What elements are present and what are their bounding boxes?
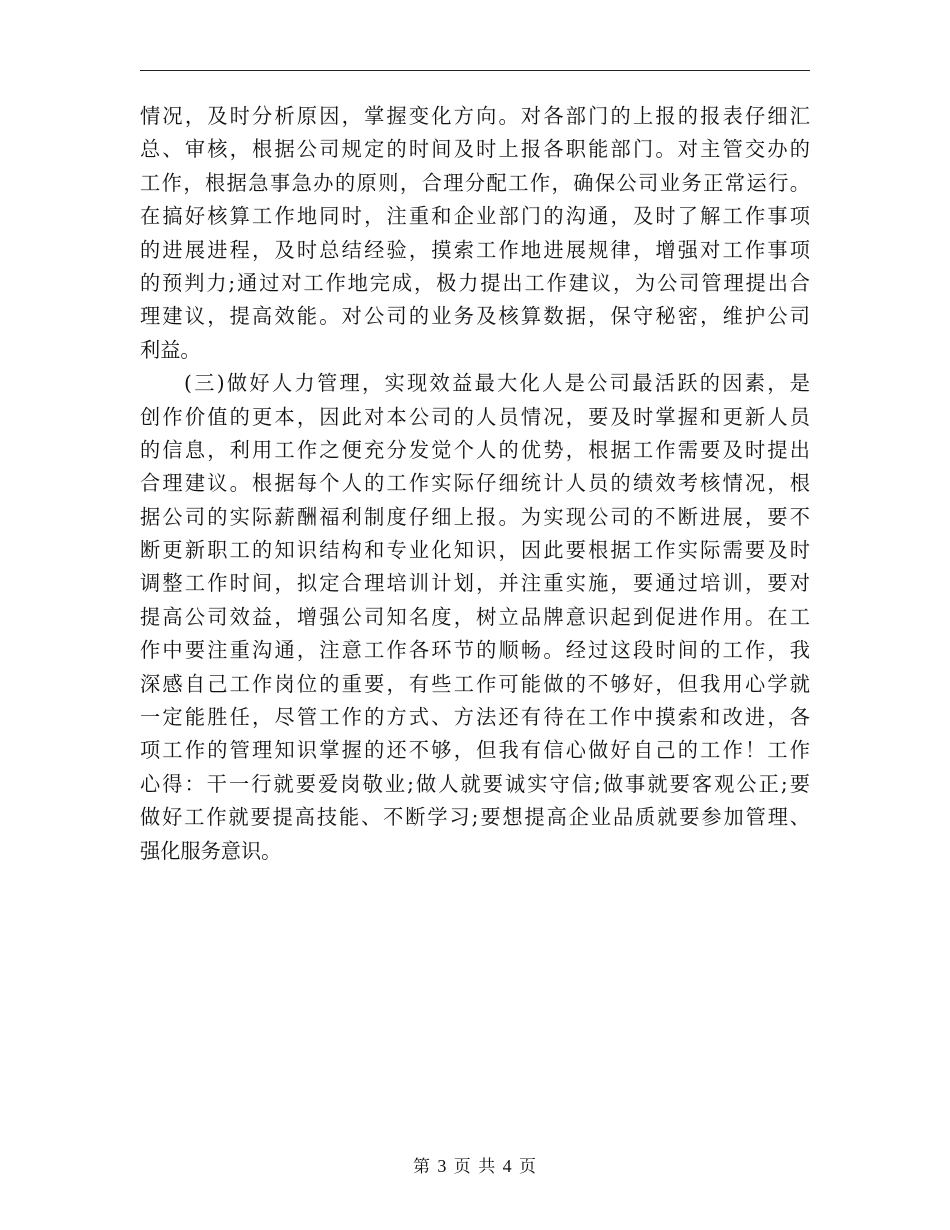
paragraph-2 [140,367,810,868]
total-pages-number: 4 [502,1156,513,1176]
text-line: 断更新职工的知识结构和专业化知识，因此要根据工作实际需要及时 [140,538,810,563]
text-line: 调整工作时间，拟定合理培训计划，并注重实施，要通过培训，要对 [140,571,810,596]
text-line: 一定能胜任，尽管工作的方式、方法还有待在工作中摸索和改进，各 [140,705,810,730]
text-line: 在搞好核算工作地同时，注重和企业部门的沟通，及时了解工作事项 [140,204,810,229]
body-text [140,100,810,868]
footer-suffix: 页 [519,1157,538,1177]
page-footer [0,1152,950,1177]
text-line: 创作价值的更本，因此对本公司的人员情况，要及时掌握和更新人员 [140,404,810,429]
paragraph-1 [140,100,810,367]
text-line: 的进展进程，及时总结经验，摸索工作地进展规律，增强对工作事项 [140,237,810,262]
text-line: 的预判力;通过对工作地完成，极力提出工作建议，为公司管理提出合 [140,270,810,295]
text-line: 提高公司效益，增强公司知名度，树立品牌意识起到促进作用。在工 [140,604,810,629]
footer-prefix: 第 [412,1157,431,1177]
text-line: 工作，根据急事急办的原则，合理分配工作，确保公司业务正常运行。 [140,170,810,195]
footer-middle: 页 共 [453,1157,497,1177]
text-line: 强化服务意识。 [140,838,282,863]
text-line: 总、审核，根据公司规定的时间及时上报各职能部门。对主管交办的 [140,137,810,162]
current-page-number: 3 [437,1156,448,1176]
text-line: 作中要注重沟通，注意工作各环节的顺畅。经过这段时间的工作，我 [140,638,810,663]
text-line: 深感自己工作岗位的重要，有些工作可能做的不够好，但我用心学就 [140,671,810,696]
text-line: 利益。 [140,337,201,362]
text-line: 做好工作就要提高技能、不断学习;要想提高企业品质就要参加管理、 [140,805,810,830]
text-line: 理建议，提高效能。对公司的业务及核算数据，保守秘密，维护公司 [140,304,810,329]
text-line: 合理建议。根据每个人的工作实际仔细统计人员的绩效考核情况，根 [140,471,810,496]
text-line: 项工作的管理知识掌握的还不够，但我有信心做好自己的工作！工作 [140,738,810,763]
text-line: (三)做好人力管理，实现效益最大化人是公司最活跃的因素，是 [184,371,810,396]
text-line: 情况，及时分析原因，掌握变化方向。对各部门的上报的报表仔细汇 [140,104,810,128]
text-line: 的信息，利用工作之便充分发觉个人的优势，根据工作需要及时提出 [140,437,810,462]
text-line: 心得：干一行就要爱岗敬业;做人就要诚实守信;做事就要客观公正;要 [140,771,810,796]
text-line: 据公司的实际薪酬福利制度仔细上报。为实现公司的不断进展，要不 [140,504,810,529]
header-rule [140,70,810,71]
